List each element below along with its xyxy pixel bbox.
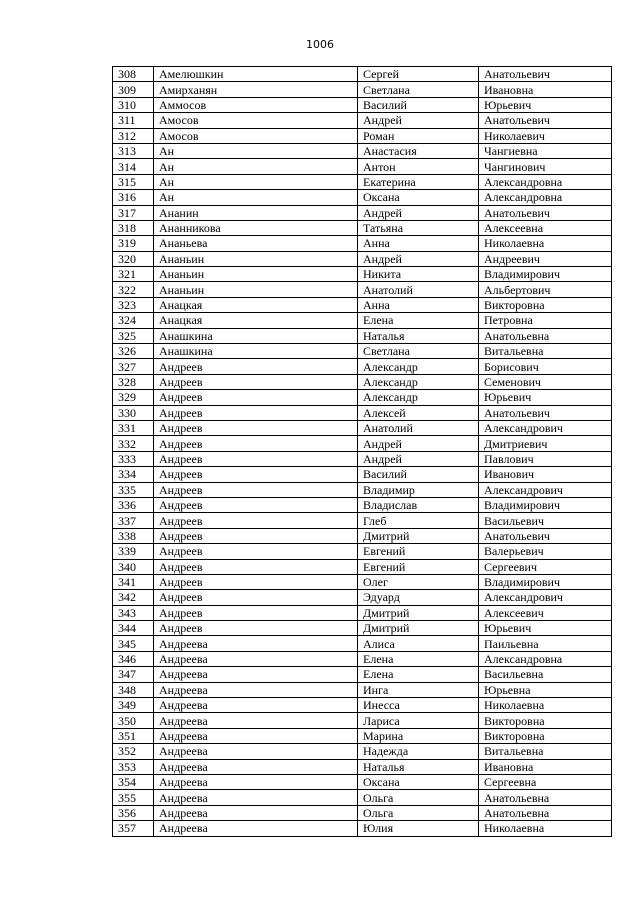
- last-name-cell: Андреева: [154, 774, 358, 789]
- row-number-cell: 315: [113, 174, 154, 189]
- first-name-cell: Александр: [358, 374, 479, 389]
- row-number-cell: 348: [113, 682, 154, 697]
- table-row: [113, 698, 612, 713]
- last-name-cell: Анашкина: [154, 328, 358, 343]
- first-name-cell: Евгений: [358, 544, 479, 559]
- row-number-cell: 334: [113, 467, 154, 482]
- patronymic-cell: Викторовна: [479, 713, 612, 728]
- first-name-cell: Наталья: [358, 759, 479, 774]
- table-row: [113, 497, 612, 512]
- row-number-cell: 313: [113, 143, 154, 158]
- table-row: [113, 359, 612, 374]
- row-number-cell: 308: [113, 67, 154, 82]
- table-row: [113, 436, 612, 451]
- patronymic-cell: Павлович: [479, 451, 612, 466]
- table-row: [113, 282, 612, 297]
- last-name-cell: Андреев: [154, 451, 358, 466]
- table-row: [113, 143, 612, 158]
- first-name-cell: Андрей: [358, 113, 479, 128]
- patronymic-cell: Петровна: [479, 313, 612, 328]
- patronymic-cell: Дмитриевич: [479, 436, 612, 451]
- row-number-cell: 341: [113, 574, 154, 589]
- row-number-cell: 323: [113, 297, 154, 312]
- row-number-cell: 317: [113, 205, 154, 220]
- last-name-cell: Ананникова: [154, 220, 358, 235]
- table-row: [113, 759, 612, 774]
- row-number-cell: 335: [113, 482, 154, 497]
- row-number-cell: 325: [113, 328, 154, 343]
- patronymic-cell: Альбертович: [479, 282, 612, 297]
- patronymic-cell: Анатольевич: [479, 528, 612, 543]
- table-row: [113, 821, 612, 836]
- first-name-cell: Дмитрий: [358, 621, 479, 636]
- first-name-cell: Оксана: [358, 190, 479, 205]
- table-row: [113, 267, 612, 282]
- last-name-cell: Ан: [154, 159, 358, 174]
- last-name-cell: Андреев: [154, 528, 358, 543]
- patronymic-cell: Александровна: [479, 651, 612, 666]
- first-name-cell: Надежда: [358, 744, 479, 759]
- table-row: [113, 621, 612, 636]
- table-row: [113, 344, 612, 359]
- last-name-cell: Андреева: [154, 636, 358, 651]
- row-number-cell: 310: [113, 97, 154, 112]
- first-name-cell: Евгений: [358, 559, 479, 574]
- first-name-cell: Анастасия: [358, 143, 479, 158]
- first-name-cell: Александр: [358, 390, 479, 405]
- patronymic-cell: Николаевич: [479, 128, 612, 143]
- table-row: [113, 390, 612, 405]
- row-number-cell: 319: [113, 236, 154, 251]
- first-name-cell: Ольга: [358, 790, 479, 805]
- row-number-cell: 336: [113, 497, 154, 512]
- last-name-cell: Ан: [154, 174, 358, 189]
- page-number: 1006: [306, 38, 334, 51]
- first-name-cell: Андрей: [358, 451, 479, 466]
- first-name-cell: Владислав: [358, 497, 479, 512]
- first-name-cell: Никита: [358, 267, 479, 282]
- last-name-cell: Андреев: [154, 513, 358, 528]
- table-row: [113, 667, 612, 682]
- row-number-cell: 351: [113, 728, 154, 743]
- last-name-cell: Ананьин: [154, 282, 358, 297]
- first-name-cell: Анна: [358, 236, 479, 251]
- last-name-cell: Андреев: [154, 544, 358, 559]
- last-name-cell: Ананин: [154, 205, 358, 220]
- patronymic-cell: Владимирович: [479, 267, 612, 282]
- table-row: [113, 636, 612, 651]
- table-row: [113, 682, 612, 697]
- patronymic-cell: Николаевна: [479, 821, 612, 836]
- table-row: [113, 297, 612, 312]
- patronymic-cell: Викторовна: [479, 297, 612, 312]
- row-number-cell: 328: [113, 374, 154, 389]
- last-name-cell: Андреев: [154, 574, 358, 589]
- last-name-cell: Андреева: [154, 805, 358, 820]
- table-row: [113, 97, 612, 112]
- row-number-cell: 326: [113, 344, 154, 359]
- first-name-cell: Лариса: [358, 713, 479, 728]
- table-row: [113, 728, 612, 743]
- table-row: [113, 790, 612, 805]
- patronymic-cell: Васильевна: [479, 667, 612, 682]
- first-name-cell: Татьяна: [358, 220, 479, 235]
- last-name-cell: Андреев: [154, 621, 358, 636]
- first-name-cell: Александр: [358, 359, 479, 374]
- table-row: [113, 159, 612, 174]
- first-name-cell: Анатолий: [358, 282, 479, 297]
- first-name-cell: Инесса: [358, 698, 479, 713]
- row-number-cell: 327: [113, 359, 154, 374]
- last-name-cell: Аммосов: [154, 97, 358, 112]
- last-name-cell: Ананьева: [154, 236, 358, 251]
- patronymic-cell: Валерьевич: [479, 544, 612, 559]
- row-number-cell: 316: [113, 190, 154, 205]
- table-row: [113, 374, 612, 389]
- row-number-cell: 318: [113, 220, 154, 235]
- patronymic-cell: Анатольевна: [479, 328, 612, 343]
- table-row: [113, 205, 612, 220]
- patronymic-cell: Ивановна: [479, 82, 612, 97]
- patronymic-cell: Николаевна: [479, 698, 612, 713]
- first-name-cell: Сергей: [358, 67, 479, 82]
- row-number-cell: 324: [113, 313, 154, 328]
- last-name-cell: Амосов: [154, 128, 358, 143]
- row-number-cell: 355: [113, 790, 154, 805]
- row-number-cell: 332: [113, 436, 154, 451]
- last-name-cell: Андреев: [154, 374, 358, 389]
- last-name-cell: Амелюшкин: [154, 67, 358, 82]
- first-name-cell: Юлия: [358, 821, 479, 836]
- table-row: [113, 605, 612, 620]
- table-row: [113, 113, 612, 128]
- table-row: [113, 774, 612, 789]
- patronymic-cell: Владимирович: [479, 497, 612, 512]
- table-row: [113, 513, 612, 528]
- table-row: [113, 174, 612, 189]
- patronymic-cell: Анатольевна: [479, 790, 612, 805]
- patronymic-cell: Александрович: [479, 482, 612, 497]
- patronymic-cell: Иванович: [479, 467, 612, 482]
- last-name-cell: Ананьин: [154, 251, 358, 266]
- table-row: [113, 67, 612, 82]
- first-name-cell: Светлана: [358, 82, 479, 97]
- first-name-cell: Василий: [358, 467, 479, 482]
- patronymic-cell: Андреевич: [479, 251, 612, 266]
- row-number-cell: 346: [113, 651, 154, 666]
- first-name-cell: Владимир: [358, 482, 479, 497]
- last-name-cell: Амосов: [154, 113, 358, 128]
- first-name-cell: Андрей: [358, 436, 479, 451]
- first-name-cell: Андрей: [358, 205, 479, 220]
- row-number-cell: 340: [113, 559, 154, 574]
- first-name-cell: Елена: [358, 651, 479, 666]
- first-name-cell: Эдуард: [358, 590, 479, 605]
- table-row: [113, 328, 612, 343]
- table-row: [113, 451, 612, 466]
- patronymic-cell: Паильевна: [479, 636, 612, 651]
- last-name-cell: Андреев: [154, 590, 358, 605]
- table-row: [113, 251, 612, 266]
- patronymic-cell: Владимирович: [479, 574, 612, 589]
- row-number-cell: 314: [113, 159, 154, 174]
- last-name-cell: Амирханян: [154, 82, 358, 97]
- last-name-cell: Анацкая: [154, 297, 358, 312]
- table-row: [113, 420, 612, 435]
- first-name-cell: Алиса: [358, 636, 479, 651]
- row-number-cell: 338: [113, 528, 154, 543]
- row-number-cell: 329: [113, 390, 154, 405]
- last-name-cell: Андреева: [154, 728, 358, 743]
- last-name-cell: Андреев: [154, 482, 358, 497]
- patronymic-cell: Васильевич: [479, 513, 612, 528]
- table-row: [113, 220, 612, 235]
- patronymic-cell: Александровна: [479, 174, 612, 189]
- first-name-cell: Антон: [358, 159, 479, 174]
- patronymic-cell: Анатольевич: [479, 67, 612, 82]
- first-name-cell: Глеб: [358, 513, 479, 528]
- last-name-cell: Андреев: [154, 467, 358, 482]
- patronymic-cell: Анатольевич: [479, 205, 612, 220]
- last-name-cell: Андреев: [154, 605, 358, 620]
- row-number-cell: 311: [113, 113, 154, 128]
- last-name-cell: Андреева: [154, 682, 358, 697]
- row-number-cell: 345: [113, 636, 154, 651]
- row-number-cell: 347: [113, 667, 154, 682]
- patronymic-cell: Чангиевна: [479, 143, 612, 158]
- first-name-cell: Дмитрий: [358, 605, 479, 620]
- patronymic-cell: Николаевна: [479, 236, 612, 251]
- row-number-cell: 320: [113, 251, 154, 266]
- patronymic-cell: Викторовна: [479, 728, 612, 743]
- table-row: [113, 190, 612, 205]
- last-name-cell: Андреева: [154, 698, 358, 713]
- table-row: [113, 805, 612, 820]
- patronymic-cell: Юрьевич: [479, 621, 612, 636]
- roster-table: [112, 66, 612, 837]
- row-number-cell: 331: [113, 420, 154, 435]
- first-name-cell: Марина: [358, 728, 479, 743]
- last-name-cell: Андреева: [154, 667, 358, 682]
- first-name-cell: Светлана: [358, 344, 479, 359]
- first-name-cell: Анна: [358, 297, 479, 312]
- roster-body: [113, 67, 612, 837]
- last-name-cell: Ан: [154, 190, 358, 205]
- last-name-cell: Андреев: [154, 390, 358, 405]
- row-number-cell: 343: [113, 605, 154, 620]
- patronymic-cell: Чангинович: [479, 159, 612, 174]
- patronymic-cell: Сергеевна: [479, 774, 612, 789]
- table-row: [113, 236, 612, 251]
- row-number-cell: 350: [113, 713, 154, 728]
- last-name-cell: Андреева: [154, 821, 358, 836]
- first-name-cell: Екатерина: [358, 174, 479, 189]
- table-row: [113, 405, 612, 420]
- patronymic-cell: Алексеевич: [479, 605, 612, 620]
- row-number-cell: 349: [113, 698, 154, 713]
- row-number-cell: 356: [113, 805, 154, 820]
- patronymic-cell: Анатольевич: [479, 113, 612, 128]
- table-row: [113, 744, 612, 759]
- table-row: [113, 544, 612, 559]
- last-name-cell: Андреева: [154, 790, 358, 805]
- last-name-cell: Анацкая: [154, 313, 358, 328]
- patronymic-cell: Борисович: [479, 359, 612, 374]
- table-row: [113, 467, 612, 482]
- patronymic-cell: Алексеевна: [479, 220, 612, 235]
- row-number-cell: 322: [113, 282, 154, 297]
- table-row: [113, 713, 612, 728]
- first-name-cell: Анатолий: [358, 420, 479, 435]
- patronymic-cell: Юрьевна: [479, 682, 612, 697]
- patronymic-cell: Сергеевич: [479, 559, 612, 574]
- row-number-cell: 353: [113, 759, 154, 774]
- row-number-cell: 333: [113, 451, 154, 466]
- table-row: [113, 574, 612, 589]
- table-row: [113, 482, 612, 497]
- first-name-cell: Роман: [358, 128, 479, 143]
- last-name-cell: Анашкина: [154, 344, 358, 359]
- last-name-cell: Андреев: [154, 559, 358, 574]
- patronymic-cell: Анатольевна: [479, 805, 612, 820]
- first-name-cell: Ольга: [358, 805, 479, 820]
- last-name-cell: Андреев: [154, 420, 358, 435]
- first-name-cell: Инга: [358, 682, 479, 697]
- table-row: [113, 559, 612, 574]
- row-number-cell: 337: [113, 513, 154, 528]
- row-number-cell: 357: [113, 821, 154, 836]
- table-row: [113, 651, 612, 666]
- table-row: [113, 528, 612, 543]
- first-name-cell: Елена: [358, 667, 479, 682]
- last-name-cell: Ананьин: [154, 267, 358, 282]
- last-name-cell: Андреева: [154, 744, 358, 759]
- patronymic-cell: Александрович: [479, 420, 612, 435]
- row-number-cell: 344: [113, 621, 154, 636]
- last-name-cell: Андреев: [154, 359, 358, 374]
- first-name-cell: Наталья: [358, 328, 479, 343]
- patronymic-cell: Александровна: [479, 190, 612, 205]
- last-name-cell: Ан: [154, 143, 358, 158]
- patronymic-cell: Юрьевич: [479, 390, 612, 405]
- last-name-cell: Андреева: [154, 651, 358, 666]
- first-name-cell: Олег: [358, 574, 479, 589]
- table-row: [113, 590, 612, 605]
- last-name-cell: Андреев: [154, 436, 358, 451]
- row-number-cell: 309: [113, 82, 154, 97]
- row-number-cell: 312: [113, 128, 154, 143]
- last-name-cell: Андреева: [154, 759, 358, 774]
- row-number-cell: 330: [113, 405, 154, 420]
- last-name-cell: Андреев: [154, 497, 358, 512]
- row-number-cell: 354: [113, 774, 154, 789]
- patronymic-cell: Анатольевич: [479, 405, 612, 420]
- last-name-cell: Андреева: [154, 713, 358, 728]
- table-row: [113, 82, 612, 97]
- last-name-cell: Андреев: [154, 405, 358, 420]
- first-name-cell: Елена: [358, 313, 479, 328]
- row-number-cell: 339: [113, 544, 154, 559]
- patronymic-cell: Ивановна: [479, 759, 612, 774]
- first-name-cell: Андрей: [358, 251, 479, 266]
- table-row: [113, 313, 612, 328]
- first-name-cell: Василий: [358, 97, 479, 112]
- patronymic-cell: Витальевна: [479, 344, 612, 359]
- row-number-cell: 321: [113, 267, 154, 282]
- table-row: [113, 128, 612, 143]
- patronymic-cell: Семенович: [479, 374, 612, 389]
- patronymic-cell: Александрович: [479, 590, 612, 605]
- row-number-cell: 342: [113, 590, 154, 605]
- first-name-cell: Алексей: [358, 405, 479, 420]
- first-name-cell: Оксана: [358, 774, 479, 789]
- first-name-cell: Дмитрий: [358, 528, 479, 543]
- patronymic-cell: Витальевна: [479, 744, 612, 759]
- row-number-cell: 352: [113, 744, 154, 759]
- patronymic-cell: Юрьевич: [479, 97, 612, 112]
